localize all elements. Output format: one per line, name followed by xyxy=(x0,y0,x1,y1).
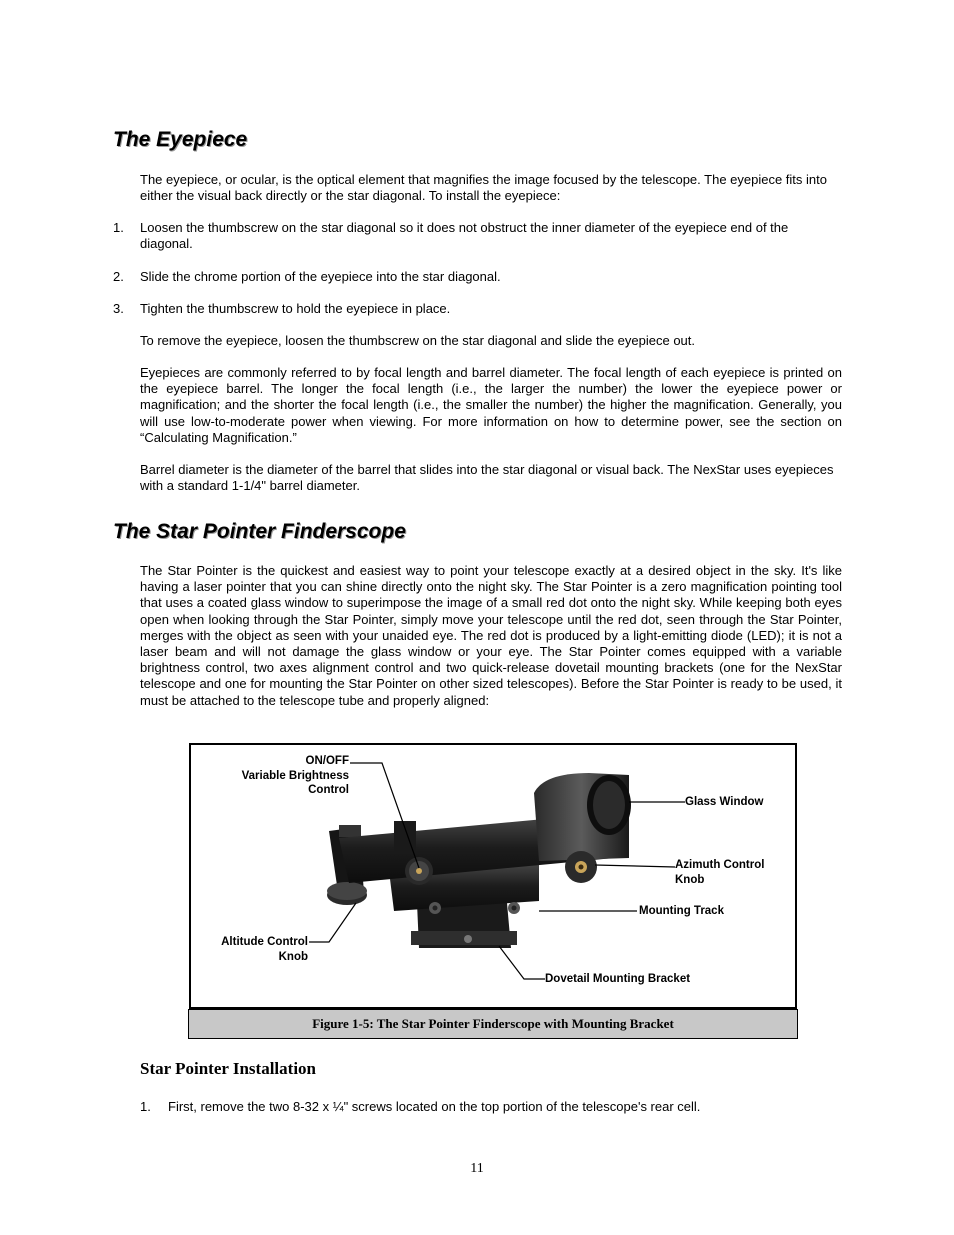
step-number: 3. xyxy=(113,301,124,316)
label-azimuth xyxy=(675,858,764,887)
label-glass-window: Glass Window xyxy=(685,796,764,808)
finderscope-body: The Star Pointer is the quickest and easiest way to point your telescope exactly at a desired object in the sky. It's like having a laser pointer that you can shine directly onto the night sky. The Star Pointer is a zero magnification pointing tool that uses a coated glass window to superimpose the image of a small red dot onto the night sky. While keeping both eyes open when looking through the Star Pointer, simply move your telescope until the red dot, seen through the Star Pointer, merges with the object as seen with your unaided eye. The red dot is produced by a light-emitting diode (LED); it is not a laser beam and will not damage the glass window or your eye. The Star Pointer comes equipped with a variable brightness control, two axes alignment control and two quick-release dovetail mounting brackets (one for the NexStar telescope and one for mounting the Star Pointer on other sized telescopes). Before the Star Pointer is ready to be used, it must be attached to the telescope tube and properly aligned: xyxy=(140,563,842,708)
label-dovetail: Dovetail Mounting Bracket xyxy=(545,973,691,985)
page-number: 11 xyxy=(470,1161,484,1176)
step-text: Tighten the thumbscrew to hold the eyepiece in place. xyxy=(140,301,451,316)
label-onoff-line1: ON/OFF xyxy=(305,755,349,767)
eyepiece-remove-text: To remove the eyepiece, loosen the thumbscrew on the star diagonal and slide the eyepiece out. xyxy=(140,333,696,348)
section-title-finderscope: The Star Pointer Finderscope xyxy=(113,520,406,543)
eyepiece-intro: The eyepiece, or ocular, is the optical element that magnifies the image focused by the telescope. The eyepiece fits into either the visual back directly or the star diagonal. To install the eyepiece: xyxy=(140,172,827,204)
label-mounting-track: Mounting Track xyxy=(639,905,724,917)
step-number: 2. xyxy=(113,269,124,284)
eyepiece-barrel-text: Barrel diameter is the diameter of the barrel that slides into the star diagonal or visual back. The NexStar uses eyepieces with a standard 1-1/4" barrel diameter. xyxy=(140,462,834,494)
installation-step-text: First, remove the two 8-32 x ¼" screws located on the top portion of the telescope's rear cell. xyxy=(168,1099,701,1114)
label-altitude xyxy=(200,935,308,964)
label-azimuth-line1: Azimuth Control xyxy=(675,859,765,871)
label-onoff xyxy=(200,754,349,798)
label-onoff-line3: Control xyxy=(308,784,349,796)
label-altitude-line2: Knob xyxy=(278,950,308,963)
figure-caption: Figure 1-5: The Star Pointer Finderscope with Mounting Bracket xyxy=(312,1016,674,1031)
label-azimuth-line2: Knob xyxy=(675,873,705,886)
figure-caption-bar xyxy=(188,1009,798,1039)
step-text: Loosen the thumbscrew on the star diagonal so it does not obstruct the inner diameter of the eyepiece end of the diagonal. xyxy=(140,220,789,252)
label-altitude-line1: Altitude Control xyxy=(221,936,308,948)
eyepiece-focal-text: Eyepieces are commonly referred to by focal length and barrel diameter. The focal length of each eyepiece is printed on the eyepiece barrel. The longer the focal length (i.e., the larger the number) the lower the eyepiece power or magnification; and the shorter the focal length (i.e., the smaller the number) the higher the magnification. Generally, you will use low-to-moderate power when viewing. For more information on how to determine power, see the section on “Calculating Magnification.” xyxy=(140,365,842,445)
label-onoff-line2: Variable Brightness xyxy=(241,769,349,782)
installation-step-number: 1. xyxy=(140,1099,151,1114)
step-text: Slide the chrome portion of the eyepiece into the star diagonal. xyxy=(140,269,501,284)
section-title-eyepiece: The Eyepiece xyxy=(113,128,248,151)
installation-heading: Star Pointer Installation xyxy=(140,1059,316,1078)
step-number: 1. xyxy=(113,220,124,235)
